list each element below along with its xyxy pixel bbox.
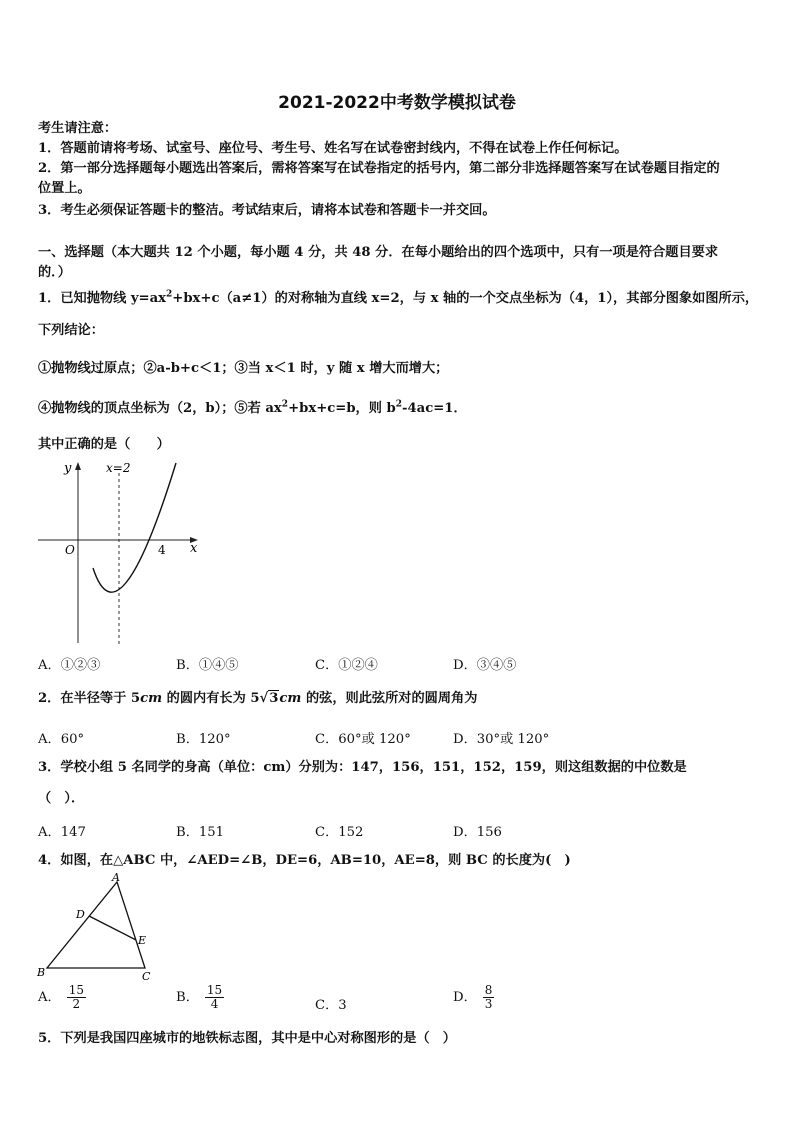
q1-line4-a: ④抛物线的顶点坐标为（2，b）；⑤若 ax xyxy=(38,401,282,416)
q4-option-c[interactable]: C．3 xyxy=(315,998,347,1013)
point-d-label: D xyxy=(76,908,85,921)
triangle-abc xyxy=(47,882,145,968)
q4-option-a-den: 2 xyxy=(72,997,81,1011)
vertex-a-label: A xyxy=(112,872,120,884)
q2-option-b[interactable]: B．120° xyxy=(176,732,231,747)
q3-line2: （ ）． xyxy=(38,791,85,806)
q1-line2: 下列结论： xyxy=(38,323,104,338)
q1-stem xyxy=(38,290,758,308)
root-label: 4 xyxy=(158,543,166,557)
q1-option-a[interactable]: A．①②③ xyxy=(38,658,101,673)
q4-option-b-den: 4 xyxy=(210,997,219,1011)
q4-option-d-den: 3 xyxy=(484,997,493,1011)
notice-item-2: 2．第一部分选择题每小题选出答案后，需将答案写在试卷指定的括号内，第二部分非选择题答案写在试卷题目指定的 xyxy=(38,161,720,176)
parabola-curve xyxy=(93,463,176,592)
q1-sup: 2 xyxy=(166,289,173,300)
q4-option-a-label: A． xyxy=(38,990,61,1005)
origin-label: O xyxy=(65,543,75,557)
q4-option-d[interactable] xyxy=(453,984,494,1011)
section-heading-1: 一、选择题（本大题共 12 个小题，每小题 4 分，共 48 分．在每小题给出的四个选项中，只有一项是符合题目要求 xyxy=(38,245,719,260)
q4-stem: 4．如图，在△ABC 中，∠AED=∠B，DE=6，AB=10，AE=8，则 BC 的长度为( ) xyxy=(38,853,571,868)
symmetry-axis-label: x=2 xyxy=(106,461,131,475)
q4-option-b-label: B． xyxy=(176,990,199,1005)
q1-option-d[interactable]: D．③④⑤ xyxy=(453,658,517,673)
q1-stem-b: +bx+c（a≠1）的对称轴为直线 x=2，与 x 轴的一个交点坐标为（4，1），其部分图象如图所示， xyxy=(172,291,759,306)
notice-item-1: 1．答题前请将考场、试室号、座位号、考生号、姓名写在试卷密封线内，不得在试卷上作任何标记。 xyxy=(38,141,628,156)
q1-line5: 其中正确的是（ ） xyxy=(38,437,170,452)
q2-stem-a: 2．在半径等于 5 xyxy=(38,691,141,706)
q1-line4-c: -4ac=1． xyxy=(402,401,467,416)
q4-option-d-fraction xyxy=(483,984,495,1011)
q2-option-a[interactable]: A．60° xyxy=(38,732,85,747)
q1-line3: ①抛物线过原点；②a-b+c＜1；③当 x＜1 时，y 随 x 增大而增大； xyxy=(38,361,449,376)
notice-heading: 考生请注意： xyxy=(38,121,118,136)
vertex-b-label: B xyxy=(37,966,46,979)
q4-option-a[interactable] xyxy=(38,984,86,1011)
y-axis-arrow xyxy=(75,462,81,470)
notice-item-2-cont: 位置上。 xyxy=(38,181,91,196)
q3-stem: 3．学校小组 5 名同学的身高（单位：cm）分别为：147，156，151，152，159，则这组数据的中位数是 xyxy=(38,760,687,775)
q3-option-a[interactable]: A．147 xyxy=(38,825,86,840)
q2-option-d[interactable]: D．30°或 120° xyxy=(453,732,550,747)
q4-option-d-label: D． xyxy=(453,990,477,1005)
q1-line4-sup2: 2 xyxy=(395,399,402,410)
q2-stem xyxy=(38,690,477,708)
q4-triangle-figure xyxy=(36,872,166,984)
q2-stem-b: 的圆内有长为 5 xyxy=(162,691,260,706)
q4-option-a-num: 15 xyxy=(68,983,84,997)
page-title: 2021-2022中考数学模拟试卷 xyxy=(278,93,516,113)
q5-stem: 5．下列是我国四座城市的地铁标志图，其中是中心对称图形的是（ ） xyxy=(38,1031,456,1046)
q4-option-b-fraction xyxy=(205,984,224,1011)
q2-unit-2: cm xyxy=(279,691,302,706)
q1-parabola-figure xyxy=(36,458,206,648)
q1-stem-a: 1．已知抛物线 y=ax xyxy=(38,291,167,306)
section-heading-2: 的．） xyxy=(38,265,71,280)
q3-option-c[interactable]: C．152 xyxy=(315,825,364,840)
q3-option-b[interactable]: B．151 xyxy=(176,825,225,840)
q1-line4 xyxy=(38,400,467,418)
q2-sqrt: √3 xyxy=(259,691,279,706)
q3-option-d[interactable]: D．156 xyxy=(453,825,502,840)
notice-item-3: 3．考生必须保证答题卡的整洁。考试结束后，请将本试卷和答题卡一并交回。 xyxy=(38,203,496,218)
vertex-c-label: C xyxy=(142,970,151,983)
y-axis-label: y xyxy=(64,461,72,476)
q4-option-b-num: 15 xyxy=(206,983,223,997)
q1-option-b[interactable]: B．①④⑤ xyxy=(176,658,239,673)
q4-option-b[interactable] xyxy=(176,984,224,1011)
q1-line4-b: +bx+c=b，则 b xyxy=(288,401,396,416)
q4-option-a-fraction xyxy=(67,984,86,1011)
q2-unit: cm xyxy=(140,691,163,706)
q2-stem-c: 的弦，则此弦所对的圆周角为 xyxy=(301,691,478,706)
q2-sqrt-value: 3 xyxy=(269,691,279,706)
point-e-label: E xyxy=(138,934,147,947)
q1-line4-sup1: 2 xyxy=(281,399,289,410)
x-axis-label: x xyxy=(190,541,198,556)
q2-option-c[interactable]: C．60°或 120° xyxy=(315,732,411,747)
q1-option-c[interactable]: C．①②④ xyxy=(315,658,378,673)
q4-option-d-num: 8 xyxy=(484,983,493,997)
